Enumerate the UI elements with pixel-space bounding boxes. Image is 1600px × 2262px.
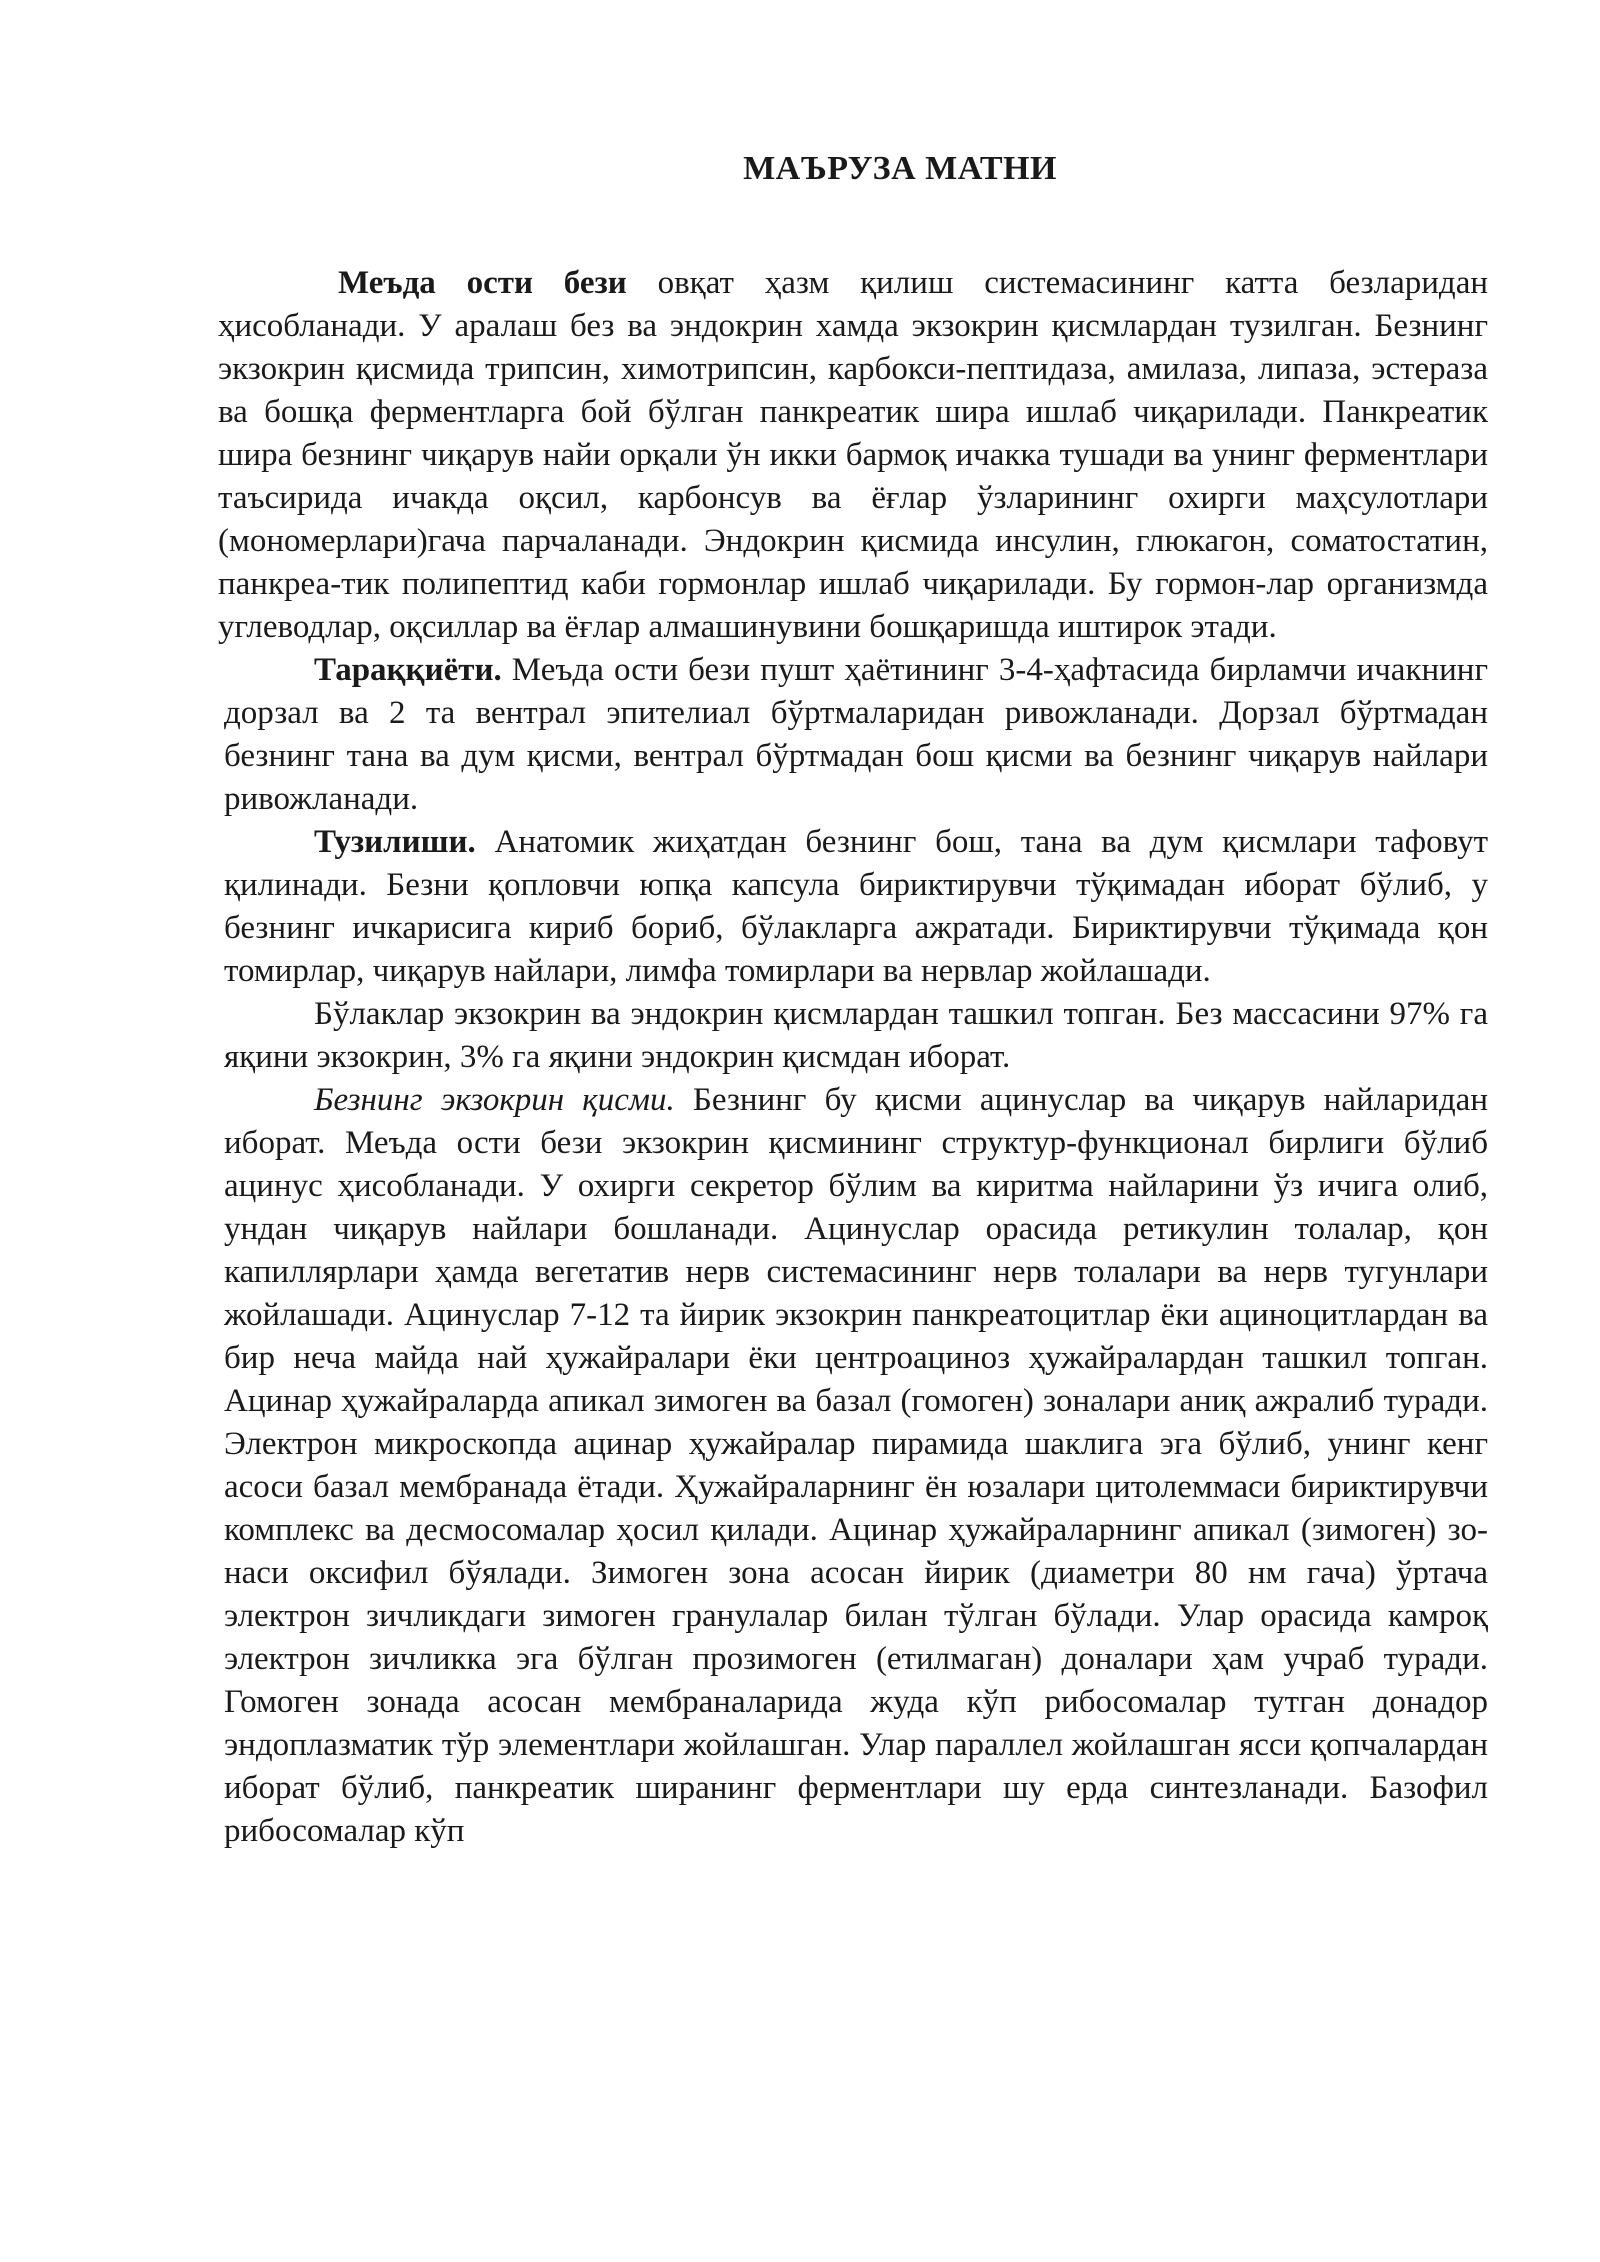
paragraph-text: Меъда ости бези пушт ҳаётининг 3-4-ҳафтасида бирламчи ичакнинг дорзал ва 2 та вентрал эпителиал бўртмаларидан ривожланади. Дорзал бўртмадан безнинг тана ва дум қисми, вентрал бўртмадан бош қисми ва безнинг чиқарув найлари ривожланади. (224, 652, 1488, 817)
paragraph-pancreas-intro (218, 262, 1488, 649)
paragraph-text: Бўлаклар экзокрин ва эндокрин қисмлардан ташкил топган. Без массасини 97% га яқини экзокрин, 3% га яқини эндокрин қисмдан иборат. (224, 996, 1488, 1075)
paragraph-development (218, 649, 1488, 821)
paragraph-text: овқат ҳазм қилиш системасининг катта безларидан ҳисобланади. У аралаш без ва эндокрин хамда экзокрин қисмлардан тузилган. Безнинг экзокрин қисмида трипсин, химотрипсин, карбокси-пептидаза, амилаза, липаза, эстераза ва бошқа ферментларга бой бўлган панкреатик шира ишлаб чиқарилади. Панкреатик шира безнинг чиқарув найи орқали ўн икки бармоқ ичакка тушади ва унинг ферментлари таъсирида ичакда оқсил, карбонсув ва ёғлар ўзларининг охирги маҳсулотлари (мономерлари)гача парчаланади. Эндокрин қисмида инсулин, глюкагон, соматостатин, панкреа-тик полипептид каби гормонлар ишлаб чиқарилади. Бу гормон-лар организмда углеводлар, оқсиллар ва ёғлар алмашинувини бошқаришда иштирок этади. (218, 265, 1488, 645)
heading-development: Тараққиёти. (314, 652, 502, 688)
paragraph-text: Безнинг бу қисми ацинуслар ва чиқарув найларидан иборат. Меъда ости бези экзокрин қисмининг структур-функционал бирлиги бўлиб ацинус ҳисобланади. У охирги секретор бўлим ва киритма найларини ўз ичига олиб, ундан чиқарув найлари бошланади. Ацинуслар орасида ретикулин толалар, қон капиллярлари ҳамда вегетатив нерв системасининг нерв толалари ва нерв тугунлари жойлашади. Ацинуслар 7-12 та йирик экзокрин панкреатоцитлар ёки ациноцитлардан ва бир неча майда най ҳужайралари ёки центроациноз ҳужайралардан ташкил топган. Ацинар ҳужайраларда апикал зимоген ва базал (гомоген) зоналари аниқ ажралиб туради. Электрон микроскопда ацинар ҳужайралар пирамида шаклига эга бўлиб, унинг кенг асоси базал мембранада ётади. Ҳужайраларнинг ён юзалари цитолеммаси бириктирувчи комплекс ва десмосомалар ҳосил қилади. Ацинар ҳужайраларнинг апикал (зимоген) зо-наси оксифил бўялади. Зимоген зона асосан йирик (диаметри 80 нм гача) ўртача электрон зичликдаги зимоген гранулалар билан тўлган бўлади. Улар орасида камроқ электрон зичликка эга бўлган прозимоген (етилмаган) доналари ҳам учраб туради. Гомоген зонада асосан мембраналарида жуда кўп рибосомалар тутган донадор эндоплазматик тўр элементлари жойлашган. Улар параллел жойлашган ясси қопчалардан иборат бўлиб, панкреатик ширанинг ферментлари шу ерда синтезланади. Базофил рибосомалар кўп (224, 1082, 1488, 1849)
heading-exocrine-part: Безнинг экзокрин қисми. (314, 1082, 675, 1118)
paragraph-text: Анатомик жиҳатдан безнинг бош, тана ва дум қисмлари тафовут қилинади. Безни қопловчи юпқа капсула бириктирувчи тўқимадан иборат бўлиб, у безнинг ичкарисига кириб бориб, бўлакларга ажратади. Бириктирувчи тўқимада қон томирлар, чиқарув найлари, лимфа томирлари ва нервлар жойлашади. (224, 824, 1488, 989)
heading-structure: Тузилиши. (314, 824, 476, 860)
lecture-body (218, 262, 1488, 1853)
paragraph-exocrine-part (218, 1079, 1488, 1853)
term-pancreas: Меъда ости бези (338, 265, 627, 301)
paragraph-structure (218, 821, 1488, 993)
paragraph-lobules (218, 993, 1488, 1079)
page-title: МАЪРУЗА МАТНИ (743, 150, 1057, 187)
